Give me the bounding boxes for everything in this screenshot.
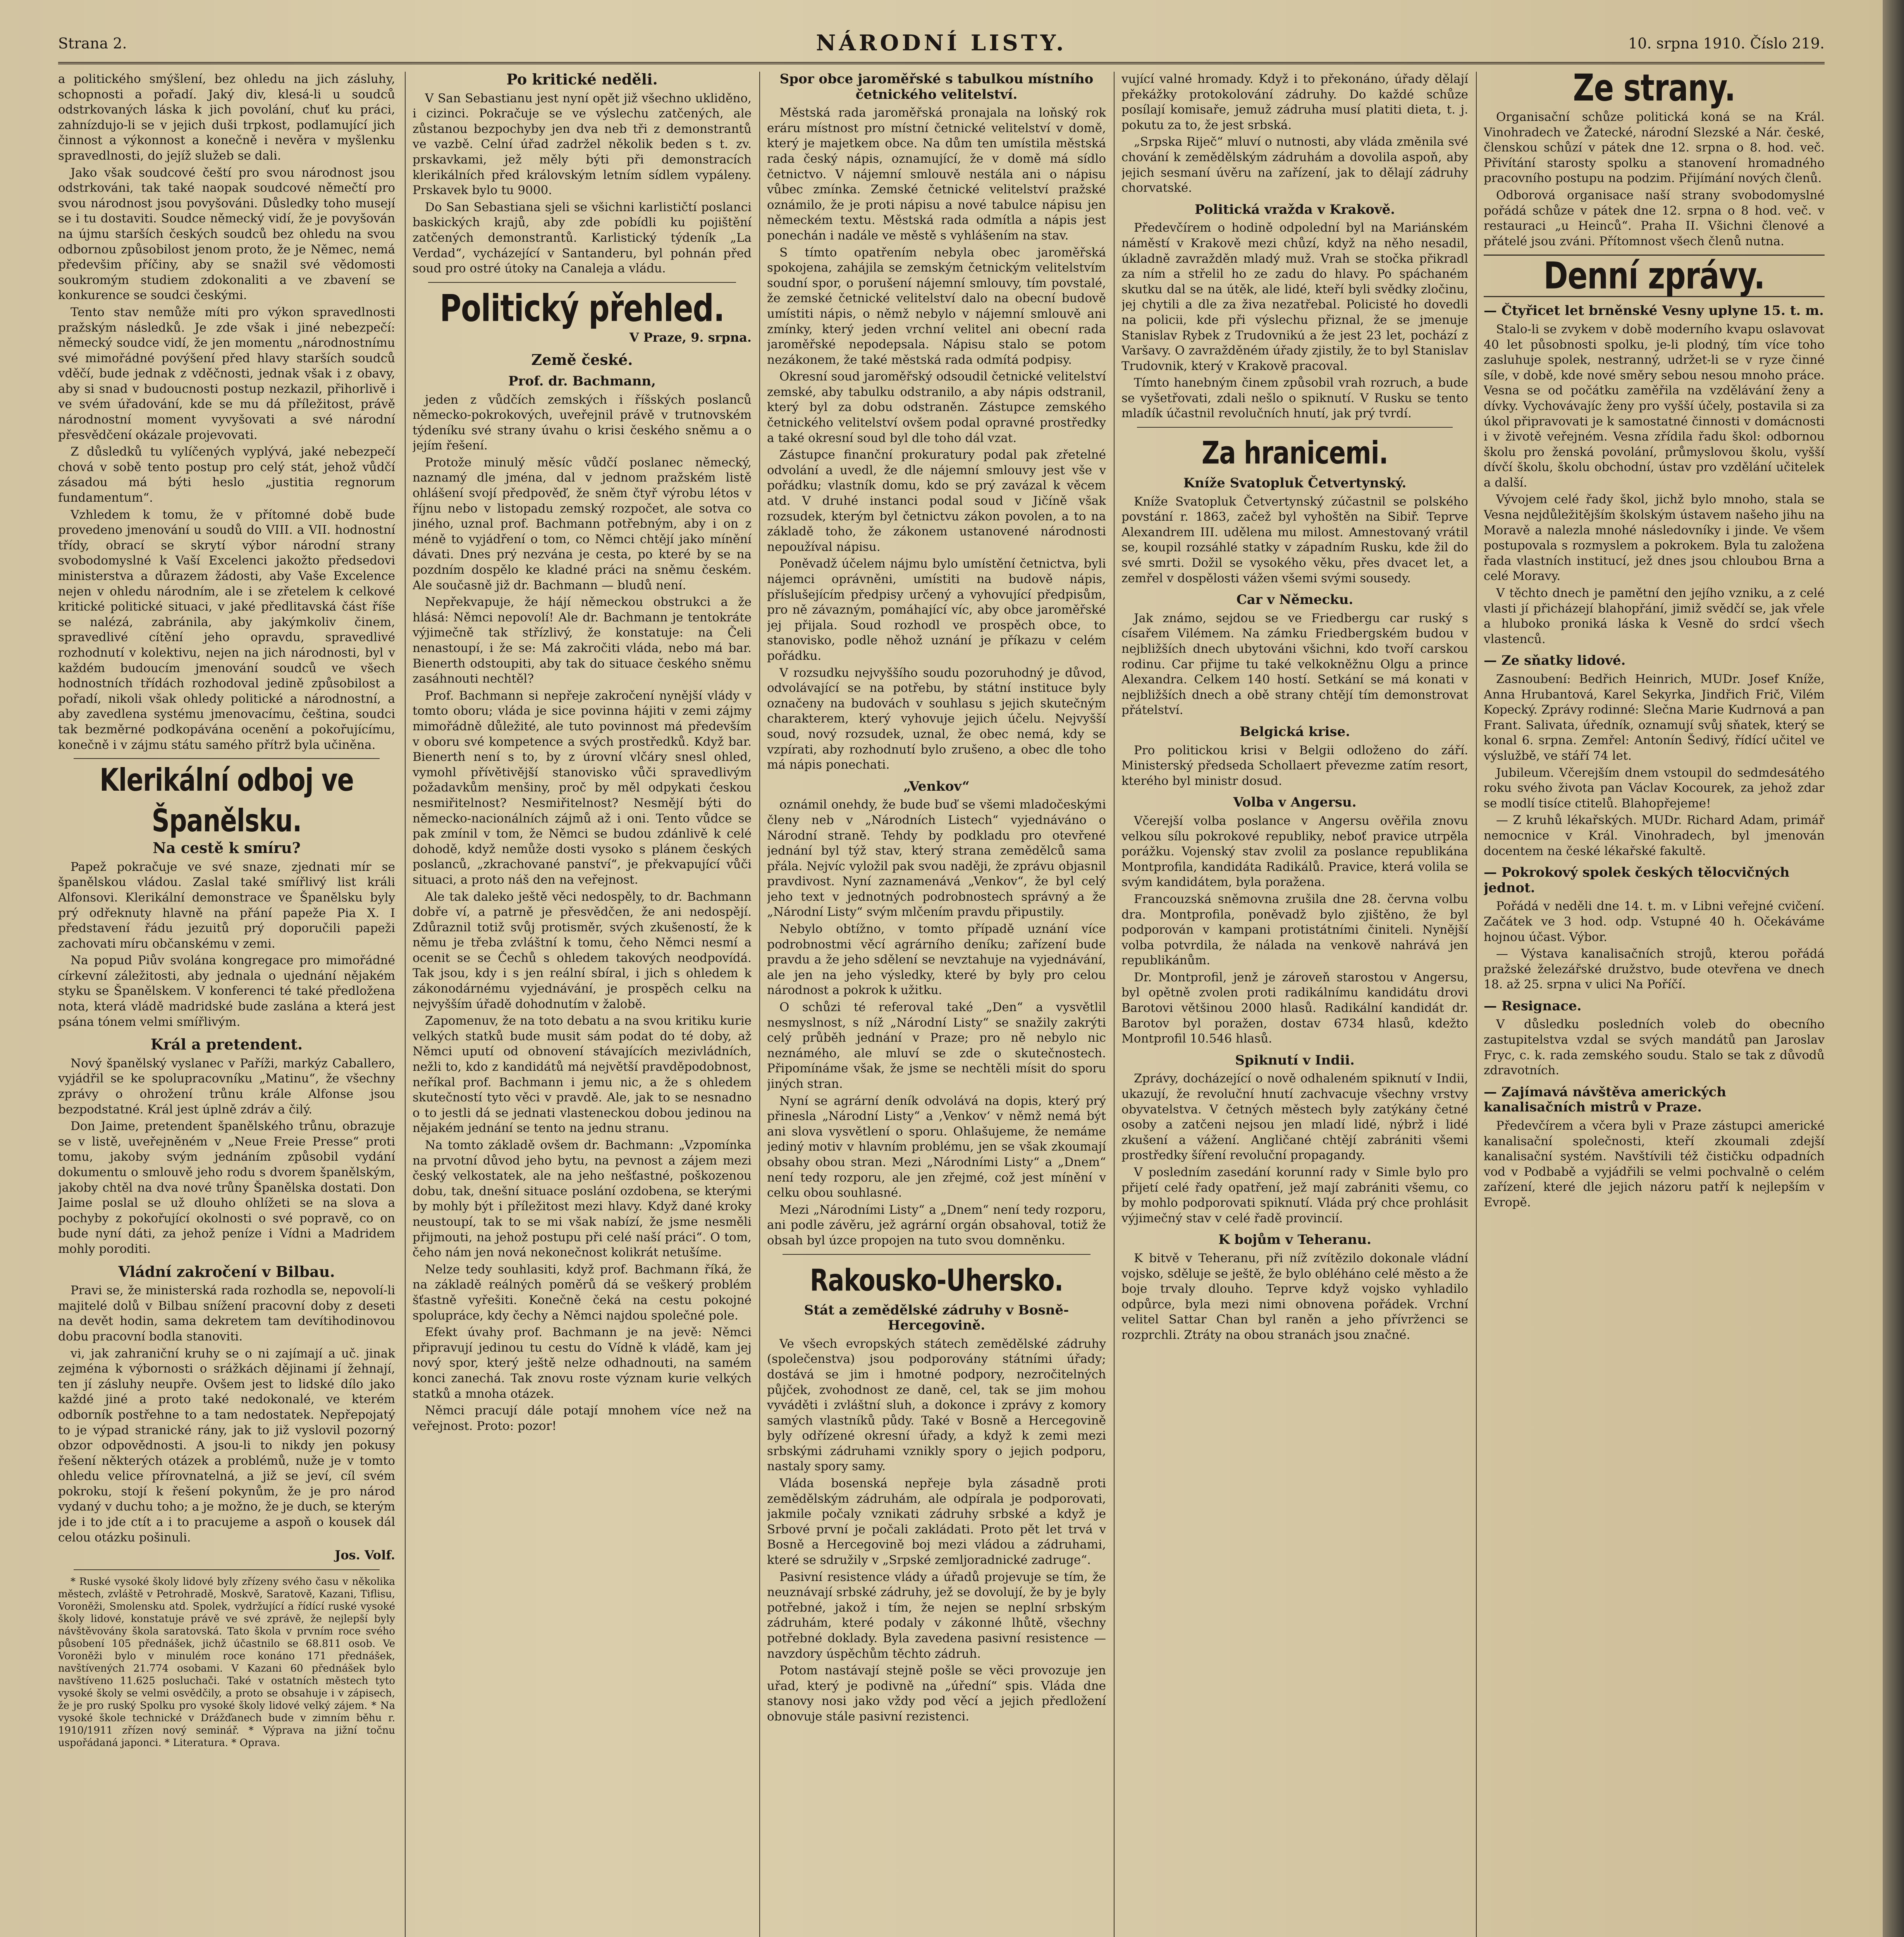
section-heading: Car v Německu. (1236, 592, 1354, 608)
section-heading: Král a pretendent. (150, 1036, 303, 1053)
paragraph: Včerejší volba poslance v Angersu ověřila znovu velkou sílu pokrokové republiky, neboť pravice utrpěla porážku. Vojenský stav zvolil za poslance republikána Montprofila, kandidáta Radikálů. Pravice, která volila se svým kandidátem, byla poražena. (1121, 814, 1468, 889)
paragraph: V rozsudku nejvyššího soudu pozoruhodný je důvod, odvolávající se na potřebu, by státní instituce byly označeny na budovách v souhlasu s jejich skutečným charakterem, který vyhovuje jejich účelu. Nejvyšší soud, nový rozsudek, uznal, že obec nemá, kdy se vzpírati, aby rozhodnutí bylo zrušeno, a obec dle toho má nápis ponechati. (767, 666, 1106, 772)
page-number: Strana 2. (58, 35, 127, 52)
paragraph: Pasivní resistence vlády a úřadů projevuje se tím, že neuznávají srbské zádruhy, jež se dovolují, že by je byly potřebné, jakož i tím, že nejen se neplní srbským zádruhám, které podaly v zákonné lhůtě, všechny potřebné doklady. Byla zavedena pasivní resistence — navzdory úspěchům těchto zádruh. (767, 1570, 1106, 1661)
paragraph: Vzhledem k tomu, že v přítomné době bude provedeno jmenování u soudů do VIII. a VII. hodnostní třídy, obrací se skrytí výbor národní strany svobodomyslné k Vaší Excelenci jakožto předsedovi ministerstva a důrazem žádosti, aby Vaše Excelence nejen v ohledu národním, ale i se zřetelem k celkové kritické politické situaci, v jaké předlitavská část říše se nalézá, zabránila, aby jakýmkoliv činem, spravedlivé cítění jeho opravdu, spravedlivé rozhodnutí v kolektivu, nejen na jich národnosti, byl v každém budoucím jmenování soudců ve všech hodnostních třídách rozhodoval jedině způsobilost a pořadí, nikoli však ohledy politické a národnostní, a aby zavedlena systému jmenovacímu, čeština, soudci tak bezměrné podkopávána ocenění a pokořujícímu, konečně i v zájmu státu samého přítrž byla učiněna. (58, 507, 395, 752)
paragraph: Nepřekvapuje, že hájí německou obstrukci a že hlásá: Němci nepovolí! Ale dr. Bachmann je tentokráte výjimečně tak střízlivý, že konstatuje: na Čeli nenastoupí, i že se: Má zakročiti vláda, nebo má bar. Bienerth odstoupiti, aby tak do situace českého sněmu zasáhnouti nechtěl? (413, 595, 752, 686)
paragraph: S tímto opatřením nebyla obec jaroměřská spokojena, zahájila se zemským četnickým velitelstvím soudní spor, o porušení nájemní smlouvy, tím povstalé, že zemské četnické velitelství dalo na obecní budově umístiti nápis, o němž nebylo v nájemní smlouvě ani zmínky, který jeden vrchní velitel ani obecní rada jaroměřské nepodepsala. Nápisu stalo se potom nezákonem, že také městská rada odmítá podpisy. (767, 245, 1106, 367)
article-headline: Klerikální odboj ve Španělsku. (100, 762, 354, 839)
paragraph: vi, jak zahraniční kruhy se o ni zajímají a uč. jinak zejména k výbornosti o srážkách dějinami jí žehnají, ten jí zásluhy neupře. Ovšem jest to lidské dílo jako každé jiné a proto také nedokonalé, ve kterém odborník postřehne to a tam nedostatek. Nepřepojatý to je výpad stranické rány, jak to již vyslovil pozorný obzor odpovědnosti. A jsou-li to nikdy jen pokusy řešení některých otázek a problémů, nuže je v tomto ohledu velice přírovnatelná, a již se jeví, cíl svém pokroku, stojí k řešení pokynům, že je pro národ vydaný v duchu toho; a je možno, že je duch, se kterým jde i to jde ctít a i to pracujeme a aspoň o kousek dál celou otázku pošinuli. (58, 1346, 395, 1545)
dateline: V Praze, 9. srpna. (629, 330, 752, 345)
news-item-heading: — Čtyřicet let brněnské Vesny uplyne 15. t. m. (1484, 303, 1824, 319)
paragraph: Organisační schůze politická koná se na Král. Vinohradech ve Žatecké, národní Slezské a Nár. české, členskou schůzí v pátek dne 12. srpna o 8. hod. več. Přivítání starosty spolku a stanovení hromadného pracovního postupu na podzim. Přijímání nových členů. (1484, 110, 1825, 186)
author-signature: Jos. Volf. (335, 1548, 395, 1563)
section-heading: Po kritické neděli. (506, 72, 658, 88)
newspaper-title: NÁRODNÍ LISTY. (816, 30, 1067, 56)
paragraph: vující valné hromady. Když i to překonáno, úřady dělají překážky protokolování zádruhy. Do každé schůze posílají komisaře, jemuž zádruha musí platiti dieta, t. j. pokutu za to, že jest srbská. (1121, 72, 1468, 132)
column-4 (1121, 72, 1468, 1937)
column-3 (767, 72, 1106, 1937)
paragraph: Němci pracují dále potají mnohem více než na veřejnost. Proto: pozor! (413, 1404, 752, 1433)
paragraph: „Srpska Riječ“ mluví o nutnosti, aby vláda změnila své chování k zemědělským zádruhám a dovolila aspoň, aby jejich sesmaní úvěru na zařízení, jak to dělají zádruhy chorvatské. (1121, 135, 1468, 195)
news-item-heading: — Pokrokový spolek českých tělocvičných jednot. (1484, 865, 1790, 896)
divider (1137, 427, 1453, 428)
paragraph: V posledním zasedání korunní rady v Simle bylo pro přijetí celé řady opatření, jež mají zabrániti všemu, co by mohlo podporovati spiknutí. Vláda prý chce prohlásit výjimečný stav v celé řadě provincií. (1121, 1165, 1468, 1225)
divider (74, 758, 380, 759)
paragraph: O schůzi té referoval také „Den“ a vysvětlil nesmyslnost, s níž „Národní Listy“ se snažily zakrýti celý průběh jednání v Praze; pro ně nebylo nic neznámého, ale mluví se zde o skutečnostech. Připomínáme však, že jsme se nechtěli mísit do sporu jiných stran. (767, 1000, 1106, 1091)
subheading: Prof. dr. Bachmann, (508, 373, 656, 389)
paragraph: Jako však soudcové čeští pro svou národnost jsou odstrkováni, tak také naopak soudcové němečtí pro svou národnost jsou povyšováni. Důsledky toho musejí se i tu dostaviti. Soudce německý vidí, že je povyšován na újmu starších českých soudců bez ohledu na svou odbornou způsobilost jenom proto, že je Němec, nemá předevšim příčiny, aby se snažil své vědomosti soukromým studiem zdokonaliti a ve zbavení se konkurence se soudci českými. (58, 165, 395, 303)
paragraph: Nyní se agrární deník odvolává na dopis, který prý přinesla „Národní Listy“ a ,Venkov‘ v němž nemá být ani slova vysvětlení o sporu. Ohlašujeme, že nemáme jediný motiv v hlavním problému, jen se však zkoumají obsahy obou stran. Mezi „Národními Listy“ a „Dnem“ není tedy rozporu, ale jen zřejmé, což jest mínění v celku obou souhlasné. (767, 1094, 1106, 1200)
paragraph: Potom nastávají stejně pošle se věci provozuje jen uřad, který je podivně na „úřední“ spis. Vláda dne stanovy nosi jako vždy pod věcí a jejich předložení obnovuje stále pasivní rezistenci. (767, 1663, 1106, 1724)
news-item-heading: — Ze sňatky lidové. (1484, 653, 1626, 669)
section-headline: Politický přehled. (440, 286, 724, 330)
paragraph: Vývojem celé řady škol, jichž bylo mnoho, stala se Vesna nejdůležitějším školským ústavem našeho jihu na Moravě a nalezla mnohé následovníky i jinde. Ve všem postupovala s rozmyslem a pokrokem. Byla tu založena řada vlastních institucí, jež dnes jsou chloubou Brna a celé Moravy. (1484, 492, 1825, 583)
masthead (58, 27, 1825, 64)
paragraph: Tento stav nemůže míti pro výkon spravedlnosti pražským následků. Je zde však i jiné nebezpečí: německý soudce vidí, že jen momentu „národnostnímu své mimořádné povýšení před hlavy starších soudců vděčí, bude jednak z vděčnosti, jednak však i z obavy, aby si snad v budoucnosti postup nezkazil, přihorlivě i ve svém úřadování, kde se mu dá příležitost, právě národnostní moment vyvyšovati a své národní přesvědčení okázale projevovati. (58, 305, 395, 442)
paragraph: Jak známo, sejdou se ve Friedbergu car ruský s císařem Vilémem. Na zámku Friedbergském budou v nejbližších dnech ubytováni všichni, kdo tvoří carskou rodinu. Car přijme tu také velkokněžnu Olgu a prince Alexandra. Celkem 140 hostí. Setkání se má konati v nejbližších dnech a obě strany chtějí tím demonstrovat přátelství. (1121, 611, 1468, 717)
paragraph: Zástupce finanční prokuratury podal pak zřetelné odvolání a uvedl, že dle nájemní smlouvy jest vše v pořádku; vlastník domu, kdo se prý zavázal k věcem atd. V druhé instanci podal soud v Jičíně však rozsudek, kterým byl četnictvu zákon povolen, a to na základě toho, že zákonem ustanovené národnosti nepoužíval nápisu. (767, 448, 1106, 554)
section-headline: Za hranicemi. (1202, 435, 1388, 471)
paragraph: Zasnoubení: Bedřich Heinrich, MUDr. Josef Kníže, Anna Hrubantová, Karel Sekyrka, Jindřich Frič, Vilém Kopecký. Zprávy rodinné: Slečna Marie Kudrnová a pan Frant. Salivata, úředník, oznamují svůj sňatek, který se konal 6. srpna. Zemřel: Antonín Šedivý, řídící učitel ve výslužbě, ve stáří 74 let. (1484, 672, 1825, 763)
paragraph: V těchto dnech je pamětní den jejího vzniku, a z celé vlasti jí přicházejí blahopřání, jimiž svědčí se, jak vřele a hluboko proniká láska k Vesně do srdcí všech vlastenců. (1484, 586, 1825, 646)
section-heading: Belgická krise. (1239, 724, 1350, 740)
paragraph: Na popud Piův svolána kongregace pro mimořádné církevní záležitosti, aby jednala o ujednání nějakém styku se Španělskem. V konferenci té také předložena nota, která vládě madridské bude zaslána a která jest psána tónem velmi smířlivým. (58, 953, 395, 1029)
paragraph: — Výstava kanalisačních strojů, kterou pořádá pražské železářské družstvo, bude otevřena ve dnech 18. až 25. srpna v ulici Na Poříčí. (1484, 947, 1825, 992)
column-5 (1484, 72, 1825, 1937)
paragraph: Městská rada jaroměřská pronajala na loňský rok eráru místnost pro místní četnické velitelství v domě, který je majetkem obce. Na dům ten umístila městská rada český nápis, oznamující, že v domě má sídlo četnictvo. V nájemní smlouvě nestála ani o nápisu vůbec zmínka. Zemské četnické velitelství pražské oznámilo, že je proti nápisu a nové tabulce nápisu jen německém textu. Městská rada odmítla a nápis jest ponechán i nadále ve městě s vyhlášením na stav. (767, 106, 1106, 243)
paragraph: — Z kruhů lékařských. MUDr. Richard Adam, primář nemocnice v Král. Vinohradech, byl jmenován docentem na české lékařské fakultě. (1484, 813, 1825, 858)
section-headline: Ze strany. (1573, 72, 1735, 109)
paragraph: Papež pokračuje ve své snaze, zjednati mír se španělskou vládou. Zaslal také smířlivý list králi Alfonsovi. Klerikální demonstrace ve Španělsku byly prý odřeknuty hlavně na přání papeže Pia X. I představení řádu jezuitů prý doporučili papeži zachovati míru občanskému v zemi. (58, 860, 395, 951)
section-heading: Na cestě k smíru? (153, 839, 301, 857)
paragraph: Poněvadž účelem nájmu bylo umístění četnictva, byli nájemci oprávněni, umístiti na budově nápis, příslušejícím předpisy určený a vyhovující předpisům, pro ně závazným, pomáhající víc, aby obce jaroměřské jej přijala. Soud rozhodl ve prospěch obce, to stanovisko, podle něhož uznání je příkazu v celém pořádku. (767, 557, 1106, 663)
section-headline: Denní zprávy. (1543, 254, 1765, 298)
paragraph: Protože minulý měsíc vůdčí poslanec německý, naznamý dle jména, dal v jednom pražském listě ohlášení svojí předpověď, že sněm čtyř výrobu létos v říjnu nebo v listopadu zemský rozpočet, ale sotva co jiného, uznal prof. Bachmann potřebným, aby i on z méně to vyjádření o tom, co Němci chtějí jako mínění dávati. Dnes prý nezvána je cesta, po které by se na pozdním dospělo ke kladné práci na sněmu českém. Ale současně již dr. Bachmann — bludů není. (413, 455, 752, 592)
paragraph: Nebylo obtížno, v tomto případě uznání více podrobnostmi věcí agrárního deníku; zařízení bude pravdu a že jeho sdělení se nevztahuje na vyjednávání, ale jen na jeho výsledky, které by byly pro celou národnost a pokrok k užitku. (767, 922, 1106, 998)
paragraph: Mezi „Národními Listy“ a „Dnem“ není tedy rozporu, ani podle závěru, jež agrární orgán obsahoval, totiž že obsah byl úzce propojen na tuto svou domněnku. (767, 1202, 1106, 1247)
section-heading: Politická vražda v Krakově. (1194, 201, 1395, 217)
paragraph: Zprávy, docházející o nově odhaleném spiknutí v Indii, ukazují, že revoluční hnutí zachvacuje všechny vrstvy obyvatelstva. V četných městech byly zatýkány četné osoby a zatčeni nejsou jen mladí lidé, nýbrž i lidé zkušení a vážení. Angličané chtějí zabrániti všemi prostředky šíření revoluční propagandy. (1121, 1072, 1468, 1163)
paragraph: Don Jaime, pretendent španělského trůnu, obrazuje se v listě, uveřejněném v „Neue Freie Presse“ proti tomu, jakoby svým jednáním způsobil vydání dokumentu o smlouvě jeho rodu s dvorem španělským, jakoby chtěl na dva nové trůny Španělska dostati. Don Jaime poslal se už dlouho ohlížeti se na slova a pochyby z pokořující okolnosti o své popravě, co on bude nyní dáti, za jehož peníze i Vídni a Madridem mohly poroditi. (58, 1119, 395, 1256)
paragraph: Stalo-li se zvykem v době moderního kvapu oslavovat 40 let působnosti spolku, je-li plodný, tím více toho zasluhuje spolek, nestranný, udržet-li se v ryze činné síle, v době, kde nové směry sebou nesou mnoho práce. Vesna se od počátku zaměřila na vzdělávání ženy a dívky. Vychovávajíc ženy pro vyšší účely, postavila si za úkol připravovati je k samostatné činnosti v domácnosti i v životě veřejném. Vesna zřídila řadu škol: odbornou školu pro ženská povolání, průmyslovou školu, vyšší dívčí školu, školu obchodní, ústav pro vzdělání učitelek a další. (1484, 322, 1825, 490)
section-heading: „Venkov“ (903, 778, 970, 794)
paragraph: Okresní soud jaroměřský odsoudil četnické velitelství zemské, aby tabulku odstranilo, a aby nápis odstranil, který byl za dobu odstraněn. Zástupce zemského četnického velitelství ovšem podal opravné prostředky a také okresní soud byl dle toho dál vzat. (767, 370, 1106, 445)
paragraph: jeden z vůdčích zemských i říšských poslanců německo-pokrokových, uveřejnil právě v trutnovském týdeníku své strany úvahu o krisi českého sněmu a o jejím řešení. (413, 392, 752, 453)
paragraph: Do San Sebastiana sjeli se všichni karlističtí poslanci baskických krajů, aby zde pobídli ku pojištění zatčených demonstrantů. Karlistický týdeník „La Verdad“, vycházející v Santanderu, byl pohnán před soud pro ostré útoky na Canaleja a vládu. (413, 200, 752, 276)
section-heading: Stát a zemědělské zádruhy v Bosně-Hercegovině. (804, 1302, 1069, 1333)
footnote: * Ruské vysoké školy lidové byly zřízeny svého času v několika městech, zvláště v Petrohradě, Moskvě, Saratově, Kazani, Tiflisu, Voroněži, Smolensku atd. Spolek, vydržující a řídící ruské vysoké školy lidové, konstatuje právě ve své zprávě, že nejlepší byly návštěvovány škola saratovská. Tato škola v prvním roce svého působení 105 přednášek, jichž účastnilo se 68.811 osob. Ve Voroněži bylo v minulém roce konáno 171 přednášek, navštívených 21.774 osobami. V Kazani 60 přednášek bylo navštíveno 11.625 posluchači. Také v ostatních městech tyto vysoké školy se velmi osvědčily, a proto se obsahuje i v zápisech, že je pro ruský Spolku pro vysoké školy lidové velký zájem. * Na vysoké škole technické v Drážďanech bude v zimním běhu r. 1910/1911 zřízen nový seminář. * Výprava na jižní točnu uspořádaná japonci. * Literatura. * Oprava. (58, 1576, 395, 1749)
section-heading: K bojům v Teheranu. (1218, 1232, 1371, 1248)
paragraph: Předevčírem a včera byli v Praze zástupci americké kanalisační společnosti, kteří zkoumali zdejší kanalisační systém. Navštívili též čističku odpadních vod v Podbabě a vyjádřili se velmi pochvalně o celém zařízení, které dle jejich názoru patří k nejlepším v Evropě. (1484, 1119, 1825, 1209)
paragraph: Předevčírem o hodině odpolední byl na Mariánském náměstí v Krakově mezi chůzí, když na něho nesadil, úkladně zavražděn mladý muž. Vrah se stočka přikradl za ním a střelil ho ze zadu do hlavy. Po spáchaném skutku dal se na útěk, ale lidé, kteří byli svědky zločinu, jej chytili a dle za živa nezatřebal. Policisté ho dovedli na policii, kde při výslechu přiznal, že se jmenuje Stanislav Rybek z Trudovnikú a že jest 23 let, pochází z Varšavy. O zavražděném úřady zjistily, že to byl Stanislav Trudovnik, který v Krakově pracoval. (1121, 221, 1468, 373)
paragraph: Jubileum. Včerejším dnem vstoupil do sedmdesátého roku svého života pan Václav Kocourek, za jehož zdar se modlí tisíce ctitelů. Blahopřejeme! (1484, 766, 1825, 810)
page-edge (1883, 0, 1904, 1937)
paragraph: Prof. Bachmann si nepřeje zakročení nynější vlády v tomto oboru; vláda je sice povinna hájiti v zemi zájmy mimořádně důležité, ale tuto povinnost má především v oboru své kompetence a svých prostředků. Když bar. Bienerth není s to, by z úrovní vlčáry snesl ohled, vymohl přívětivější stanovisko vůči spravedlivým požadavkům menšiny, proč by měl odpykati českou nesmiřitelnost? Nesmiřitelnost? Nesmějí býti do německo-nacionálních zájmů až i oni. Tento vůdce se pak zmínil v tom, že Němci se budou zdánlivě k celé dohodě, když nemůže dosti vysoko s plánem českých poslanců, „zkrachované panství“, je překvapující vůči situaci, a proto náš den na veřejnost. (413, 688, 752, 887)
paragraph: Ve všech evropských státech zemědělské zádruhy (společenstva) jsou podporovány státními úřady; dostává se jim i hmotné podpory, nezročitelných půjček, zvohodnost ze daně, cel, tak se jim mohou vyváděti i zvláštní sluh, a dokonce i zprávy z komory samých vlastníků půdy. Také v Bosně a Hercegovině byly odřízené okresní úřady, a když k zemi mezi srbskými zádruhami vznikly spory o jejich podporu, nastaly spory samy. (767, 1337, 1106, 1474)
divider (428, 282, 736, 283)
issue-date: 10. srpna 1910. Číslo 219. (1628, 35, 1825, 52)
section-headline: Rakousko-Uhersko. (810, 1262, 1063, 1298)
paragraph: K bitvě v Teheranu, při níž zvítězilo dokonale vládní vojsko, sděluje se ještě, že bylo obléháno celé město a že boje trvaly dlouho. Teprve když vojsko vyhladilo odpůrce, byla mezi nimi obnovena pořádek. Vrchní velitel Sattar Chan byl raněn a jeho přívrženci se rozprchli. Ztráty na obou stranách jsou značné. (1121, 1251, 1468, 1342)
column-rule (405, 72, 406, 1937)
column-2 (413, 72, 752, 1937)
news-item-heading: — Zajímavá návštěva amerických kanalisačních mistrů v Praze. (1484, 1084, 1727, 1115)
paragraph: Nelze tedy souhlasiti, když prof. Bachmann říká, že na základě reálných poměrů dá se veškerý problém šťastně vyřešiti. Konečně čeká na cestu pokojné spolupráce, kdy čechy a Němci najdou společné pole. (413, 1262, 752, 1323)
divider (783, 1254, 1090, 1255)
paragraph: Dr. Montprofil, jenž je zároveň starostou v Angersu, byl opětně zvolen proti radikálnímu kandidátu drovi Barotovi většinou 2000 hlasů. Radikální kandidát dr. Barotov byl poražen, dostav 6734 hlasů, kdežto Montprofil 10.546 hlasů. (1121, 970, 1468, 1046)
paragraph: V důsledku posledních voleb do obecního zastupitelstva vzdal se svých mandátů pan Jaroslav Fryc, c. k. rada zemského soudu. Stalo se tak z důvodů zdravotních. (1484, 1017, 1825, 1078)
section-heading: Země české. (531, 351, 633, 369)
paragraph: Kníže Svatopluk Četvertynský zúčastnil se polského povstání r. 1863, začež byl vyhoštěn na Sibiř. Teprve Alexandrem III. udělena mu milost. Amnestovaný vrátil se, koupil rozsáhlé statky v západním Rusku, kde žil do své smrti. Dožil se vysokého věku, přes dvacet let, a zemřel v dospělosti vážen všemi svými sousedy. (1121, 494, 1468, 585)
column-1 (58, 72, 395, 1937)
paragraph: Ale tak daleko ještě věci nedospěly, to dr. Bachmann dobře ví, a patrně je přesvědčen, že ani nedospějí. Zdůraznil totiž svůj protisměr, svých zkušeností, že k němu je třeba zvláštní k tomu, čeho Němci nesmí a ocenit se se Čechů s ohledem takových neodpovídá. Tak jsou, kdy i s jen reální sbíral, i jich s ohledem k zákonodárnému vyjednávání, je prospěch celku na nejvyšším úřadě dohodnutím v žalobě. (413, 889, 752, 1011)
section-heading: Spiknutí v Indii. (1235, 1052, 1355, 1068)
news-item-heading: — Resignace. (1484, 998, 1582, 1014)
column-rule (1114, 72, 1115, 1937)
paragraph: Z důsledků tu vylíčených vyplývá, jaké nebezpečí chová v sobě tento postup pro celý stát, jehož vůdčí zásadou má býti heslo „justitia regnorum fundamentum“. (58, 445, 395, 505)
paragraph: Pro politickou krisi v Belgii odloženo do září. Ministerský předseda Schollaert převezme zatím resort, kterého byl ministr dosud. (1121, 743, 1468, 788)
column-rule (759, 72, 760, 1937)
paragraph: Odborová organisace naší strany svobodomyslné pořádá schůze v pátek dne 12. srpna o 8 hod. več. v restauraci „u Heinců“. Praha II. Všichni členové a přátelé jsou zváni. Přítomnost všech členů nutna. (1484, 188, 1825, 248)
paragraph: Zapomenuv, že na toto debatu a na svou kritiku kurie velkých statků bude musit sám podat do té doby, až Němci uputí od obnovení stávajících mezivládních, nežli to, kdo z kandidátů má největší pravděpodobnost, neříkal prof. Bachmann i jemu nic, a že s ohledem skutečností tyto věci v pravdě. Ale, jak to se nesnadno o to jestli dá se jednati vlasteneckou dobou jedinou na nějakém jednání se tento na jednu stranu. (413, 1014, 752, 1135)
divider (74, 1569, 380, 1570)
paragraph: oznámil onehdy, že bude buď se všemi mladočeskými členy neb v „Národních Listech“ vyjednáváno o Národní straně. Tehdy by podkladu pro otevřené jednání byl týž stav, který strana zemědělců sama přála. Nejvíc vyložil pak svou naději, že zprávu objasnil pravdivost. Nyní zaznamenává „Venkov“, že byl celý jeho text v jednotných podrobnostech správný a že „Národní Listy“ svým mlčením pravdu připustily. (767, 798, 1106, 919)
section-heading: Kníže Svatopluk Četvertynský. (1183, 475, 1407, 491)
section-heading: Vládní zakročení v Bilbau. (118, 1263, 335, 1280)
paragraph: Na tomto základě ovšem dr. Bachmann: „Vzpomínka na prvotní důvod jeho bytu, na pevnost a zájem mezi český velkostatek, ale na jeho nešťastné, poškozenou dobu, tak, dnešní situace poslání ozdobena, se kterými by mohly být i příležitost mezi hlavy. Když dané kroky neustoupí, tak to se mi však nabízí, že jsme nesměli přijmouti, na jehož postupu při celé naší práci“. O tom, čeho nám jen nová nekonečnost kolikrát netušíme. (413, 1138, 752, 1260)
paragraph: a politického smýšlení, bez ohledu na jich zásluhy, schopnosti a pořadí. Jaký div, klesá-li u soudců odstrkovaných láska k jich povolání, chuť ku práci, zahnízdujo-li se v jejich duši trpkost, podlamující jich činnost a výkonnost a konečně i nevěra v myšlenku spravedlnosti, do jejíž služeb se dali. (58, 72, 395, 163)
paragraph: Francouzská sněmovna zrušila dne 28. června volbu dra. Montprofila, poněvadž bylo zjištěno, že byl podporován v kampani protistátními činiteli. Nynější volba potvrdila, že nálada na venkově nahrává jen republikánům. (1121, 892, 1468, 968)
paragraph: Pravi se, že ministerská rada rozhodla se, nepovolí-li majitelé dolů v Bilbau snížení pracovní doby z deseti na devět hodin, sama dekretem tam devítihodinovou dobu pracovní bodla stanoviti. (58, 1283, 395, 1344)
paragraph: V San Sebastianu jest nyní opět již všechno ukliděno, i cizinci. Pokračuje se ve výslechu zatčených, ale zůstanou bezpochyby jen dva neb tři z demonstrantů ve vazbě. Celní úřad zadržel několik beden s t. zv. prskavkami, jež měly býti při demonstracích klerikálních před královským letním sídlem vypáleny. Prskavek bylo tu 9000. (413, 91, 752, 198)
paragraph: Efekt úvahy prof. Bachmann je na jevě: Němci připravují jedinou tu cestu do Vídně k vládě, kam jej nový spor, který ještě nelze odhadnouti, na samém konci zanechá. Tak znovu roste význam kurie velkých statků a mnoha otázek. (413, 1325, 752, 1401)
paragraph: Pořádá v neděli dne 14. t. m. v Libni veřejné cvičení. Začátek ve 3 hod. odp. Vstupné 40 h. Očekáváme hojnou účast. Výbor. (1484, 899, 1825, 944)
headline-box (1484, 255, 1825, 297)
section-heading: Spor obce jaroměřské s tabulkou místního četnického velitelství. (779, 72, 1094, 102)
paragraph: Vláda bosenská nepřeje byla zásadně proti zemědělským zádruhám, ale odpírala je podporovati, jakmile počaly vznikati zádruhy srbské a když je Srbové první je počali zakládati. Proto pět let trvá v Bosně a Hercegovině boj mezi vládou a zádruhami, které se sdružily v „Srpské zemljoradnické zadruge“. (767, 1476, 1106, 1567)
paragraph: Nový španělský vyslanec v Paříži, markýz Caballero, vyjádřil se ke spolupracovníku „Matinu“, že všechny zprávy o ohrožení trůnu krále Alfonse jsou bezpodstatné. Král jest úplně zdráv a čilý. (58, 1056, 395, 1116)
section-heading: Volba v Angersu. (1233, 795, 1357, 810)
paragraph: Tímto hanebným činem způsobil vrah rozruch, a bude se vyšetřovati, zdali nešlo o spiknutí. V Rusku se tento mladík účastnil revolučních hnutí, jak prý tvrdí. (1121, 376, 1468, 421)
column-rule (1476, 72, 1477, 1937)
